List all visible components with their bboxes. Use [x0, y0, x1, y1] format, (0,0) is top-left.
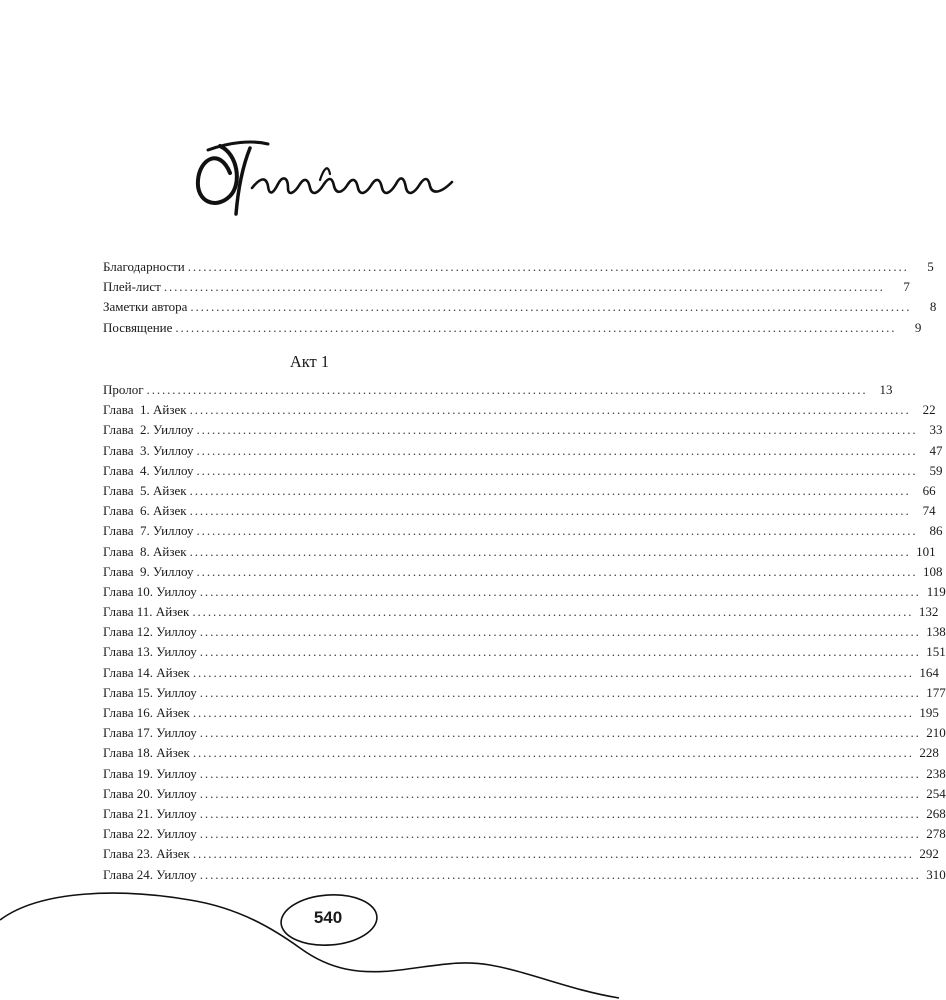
entry-title: Глава 6. Айзек — [103, 503, 187, 519]
entry-page-number: 22 — [922, 402, 936, 418]
entry-page-number: 132 — [918, 604, 939, 620]
title-script-drawing — [190, 118, 470, 228]
dot-leader: ............................................................................................................................................ — [187, 259, 909, 274]
entry-title: Заметки автора — [103, 299, 188, 315]
entry-page-number: 238 — [926, 765, 946, 781]
front-matter-row — [103, 318, 922, 338]
front-matter-row — [103, 257, 934, 277]
entry-title: Плей-лист — [103, 279, 161, 295]
dot-leader: ............................................................................................................................................ — [199, 644, 921, 660]
chapter-row — [103, 441, 943, 461]
dot-leader: ............................................................................................................................................ — [189, 543, 911, 559]
entry-page-number: 47 — [929, 442, 943, 458]
entry-page-number: 292 — [919, 846, 939, 862]
dot-leader: ............................................................................................................................................ — [196, 523, 918, 539]
dot-leader: ............................................................................................................................................ — [175, 319, 897, 335]
dot-leader: ............................................................................................................................................ — [189, 503, 911, 519]
chapter-row — [103, 683, 946, 703]
entry-title: Глава 24. Уиллоу — [103, 866, 197, 882]
chapter-row — [103, 723, 946, 743]
entry-page-number: 101 — [916, 543, 936, 559]
dot-leader: ............................................................................................................................................ — [199, 805, 921, 821]
front-matter-row — [103, 297, 937, 317]
entry-page-number: 177 — [926, 684, 946, 700]
entry-title: Глава 22. Уиллоу — [103, 826, 197, 842]
chapter-row — [103, 542, 936, 562]
dot-leader: ............................................................................................................................................ — [192, 846, 914, 862]
entry-title: Глава 1. Айзек — [103, 402, 187, 418]
chapter-row — [103, 743, 939, 763]
chapter-row — [103, 380, 893, 400]
entry-page-number: 5 — [927, 259, 934, 274]
dot-leader: ............................................................................................................................................ — [190, 299, 912, 315]
dot-leader: ............................................................................................................................................ — [196, 442, 918, 458]
dot-leader: ............................................................................................................................................ — [196, 462, 918, 478]
chapter-row — [103, 844, 939, 864]
dot-leader: ............................................................................................................................................ — [199, 785, 921, 801]
entry-title: Глава 2. Уиллоу — [103, 422, 194, 438]
dot-leader: ............................................................................................................................................ — [192, 664, 914, 680]
chapter-row — [103, 521, 943, 541]
act1-chapter-list — [103, 380, 946, 885]
entry-page-number: 164 — [919, 664, 939, 680]
entry-title: Глава 16. Айзек — [103, 705, 190, 720]
entry-title: Глава 15. Уиллоу — [103, 684, 197, 700]
entry-title: Глава 20. Уиллоу — [103, 785, 197, 801]
chapter-row — [103, 824, 946, 844]
chapter-row — [103, 602, 939, 622]
chapter-row — [103, 400, 936, 420]
entry-title: Глава 19. Уиллоу — [103, 765, 197, 781]
entry-page-number: 86 — [929, 523, 943, 539]
entry-title: Глава 13. Уиллоу — [103, 644, 197, 660]
entry-title: Глава 23. Айзек — [103, 846, 190, 862]
dot-leader: ............................................................................................................................................ — [189, 482, 911, 498]
entry-page-number: 59 — [929, 462, 943, 478]
chapter-row — [103, 461, 943, 481]
entry-title: Глава 18. Айзек — [103, 745, 190, 761]
entry-page-number: 210 — [926, 725, 946, 741]
entry-title: Глава 14. Айзек — [103, 664, 190, 680]
entry-page-number: 228 — [919, 745, 939, 761]
entry-page-number: 254 — [926, 785, 946, 801]
dot-leader: ............................................................................................................................................ — [199, 765, 921, 781]
entry-title: Глава 7. Уиллоу — [103, 523, 194, 539]
dot-leader: ............................................................................................................................................ — [199, 866, 921, 882]
entry-page-number: 66 — [922, 482, 936, 498]
entry-title: Глава 17. Уиллоу — [103, 725, 197, 741]
entry-title: Благодарности — [103, 259, 185, 274]
front-matter-row — [103, 277, 910, 297]
entry-title: Посвящение — [103, 319, 173, 335]
entry-page-number: 278 — [926, 826, 946, 842]
dot-leader: ............................................................................................................................................ — [196, 563, 918, 579]
dot-leader: ............................................................................................................................................ — [192, 705, 914, 720]
chapter-row — [103, 582, 946, 602]
dot-leader: ............................................................................................................................................ — [146, 382, 868, 397]
entry-page-number: 151 — [926, 644, 946, 660]
chapter-row — [103, 804, 946, 824]
entry-page-number: 7 — [903, 279, 910, 295]
entry-page-number: 13 — [879, 382, 893, 397]
dot-leader: ............................................................................................................................................ — [192, 604, 914, 620]
chapter-row — [103, 784, 946, 804]
entry-page-number: 108 — [923, 563, 943, 579]
dot-leader: ............................................................................................................................................ — [199, 826, 921, 842]
entry-title: Пролог — [103, 382, 144, 397]
entry-page-number: 119 — [926, 583, 946, 599]
chapter-row — [103, 764, 946, 784]
dot-leader: ............................................................................................................................................ — [199, 725, 921, 741]
entry-page-number: 9 — [914, 319, 922, 335]
chapter-row — [103, 663, 939, 683]
chapter-row — [103, 622, 946, 642]
entry-page-number: 8 — [929, 299, 937, 315]
entry-title: Глава 8. Айзек — [103, 543, 187, 559]
decorative-swirl-line — [0, 880, 619, 1000]
page-number: 540 — [313, 908, 343, 927]
entry-title: Глава 21. Уиллоу — [103, 805, 197, 821]
entry-page-number: 138 — [926, 624, 946, 640]
front-matter-list — [103, 257, 937, 338]
entry-page-number: 310 — [926, 866, 946, 882]
dot-leader: ............................................................................................................................................ — [189, 402, 911, 418]
dot-leader: ............................................................................................................................................ — [199, 684, 921, 700]
handwritten-title — [190, 118, 470, 228]
entry-title: Глава 5. Айзек — [103, 482, 187, 498]
entry-title: Глава 12. Уиллоу — [103, 624, 197, 640]
entry-page-number: 268 — [926, 805, 946, 821]
entry-title: Глава 9. Уиллоу — [103, 563, 194, 579]
chapter-row — [103, 420, 943, 440]
entry-page-number: 195 — [919, 705, 939, 720]
entry-page-number: 33 — [929, 422, 943, 438]
chapter-row — [103, 481, 936, 501]
entry-title: Глава 10. Уиллоу — [103, 583, 197, 599]
entry-title: Глава 3. Уиллоу — [103, 442, 194, 458]
chapter-row — [103, 562, 943, 582]
dot-leader: ............................................................................................................................................ — [199, 624, 921, 640]
chapter-row — [103, 501, 936, 521]
entry-title: Глава 4. Уиллоу — [103, 462, 194, 478]
act-heading: Акт 1 — [289, 352, 330, 371]
entry-page-number: 74 — [922, 503, 936, 519]
dot-leader: ............................................................................................................................................ — [192, 745, 914, 761]
entry-title: Глава 11. Айзек — [103, 604, 190, 620]
chapter-row — [103, 642, 946, 662]
dot-leader: ............................................................................................................................................ — [163, 279, 885, 295]
chapter-row — [103, 703, 939, 723]
dot-leader: ............................................................................................................................................ — [196, 422, 918, 438]
dot-leader: ............................................................................................................................................ — [199, 583, 921, 599]
